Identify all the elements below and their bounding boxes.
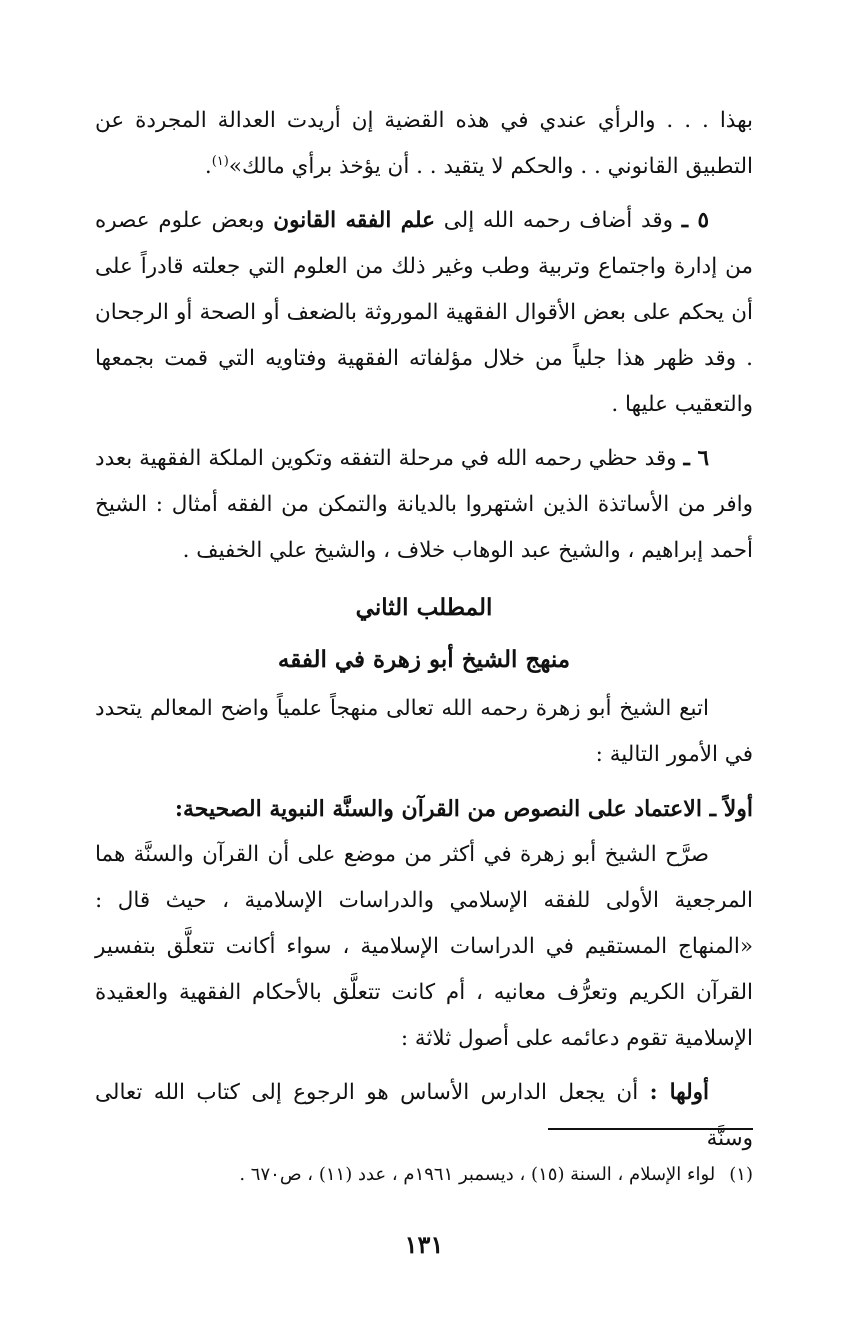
first-principle-text: أن يجعل الدارس الأساس هو الرجوع إلى كتاب الله تعالى وسنَّة [95, 1080, 753, 1151]
section-heading: المطلب الثاني [355, 594, 493, 621]
footnote-reference: (١) [211, 153, 229, 169]
footnote-separator [548, 1128, 753, 1130]
point-6-number: ٦ ـ [683, 446, 709, 471]
page-number: ١٣١ [404, 1230, 444, 1259]
section-title: منهج الشيخ أبو زهرة في الفقه [277, 646, 571, 673]
paragraph-intro-text: بهذا . . . والرأي عندي في هذه القضية إن أريدت العدالة المجردة عن التطبيق القانوني . . والحكم لا يتقيد . . أن يؤخذ برأي مالك» [95, 108, 753, 179]
subsection-heading: أولاً ـ الاعتماد على النصوص من القرآن والسنَّة النبوية الصحيحة: [174, 796, 753, 822]
subsection-paragraph: صرَّح الشيخ أبو زهرة في أكثر من موضع على أن القرآن والسنَّة هما المرجعية الأولى للفقه الإسلامي والدراسات الإسلامية ، حيث قال : «المنهاج المستقيم في الدراسات الإسلامية ، سواء أكانت تتعلَّق بتفسير القرآن الكريم وتعرُّف معانيه ، أم كانت تتعلَّق بالأحكام الفقهية والعقيدة الإسلامية تقوم دعائمه على أصول ثلاثة : [95, 842, 753, 1051]
point-5-emphasis: علم الفقه القانون [273, 208, 435, 233]
paragraph-intro [95, 98, 753, 190]
footnote-text: لواء الإسلام ، السنة (١٥) ، ديسمبر ١٩٦١م ، عدد (١١) ، ص٦٧٠ . [239, 1164, 716, 1185]
point-6-paragraph [95, 436, 753, 574]
point-5-text-a: وقد أضاف رحمه الله إلى [443, 208, 673, 233]
point-5-paragraph [95, 198, 753, 428]
point-5-number: ٥ ـ [681, 208, 709, 233]
intro-paragraph: اتبع الشيخ أبو زهرة رحمه الله تعالى منهجاً علمياً واضح المعالم يتحدد في الأمور التالية : [95, 696, 753, 767]
first-principle-paragraph [95, 1070, 753, 1162]
point-5-text-b: وبعض علوم عصره من إدارة واجتماع وتربية وطب وغير ذلك من العلوم التي جعلته قادراً على أن يحكم على بعض الأقوال الفقهية الموروثة بالضعف أو الصحة أو الرجحان . وقد ظهر هذا جلياً من خلال مؤلفاته الفقهية وفتاويه التي قمت بجمعها والتعقيب عليها . [95, 208, 753, 417]
paragraph-intro-tail: . [204, 154, 212, 179]
footnote [95, 1160, 753, 1190]
page-body [95, 98, 753, 1326]
first-principle-label: أولها : [649, 1080, 709, 1105]
point-6-text: وقد حظي رحمه الله في مرحلة التفقه وتكوين الملكة الفقهية بعدد وافر من الأساتذة الذين اشتهروا بالديانة والتمكن من الفقه أمثال : الشيخ أحمد إبراهيم ، والشيخ عبد الوهاب خلاف ، والشيخ علي الخفيف . [95, 446, 753, 563]
footnote-mark: (١) [729, 1164, 753, 1185]
